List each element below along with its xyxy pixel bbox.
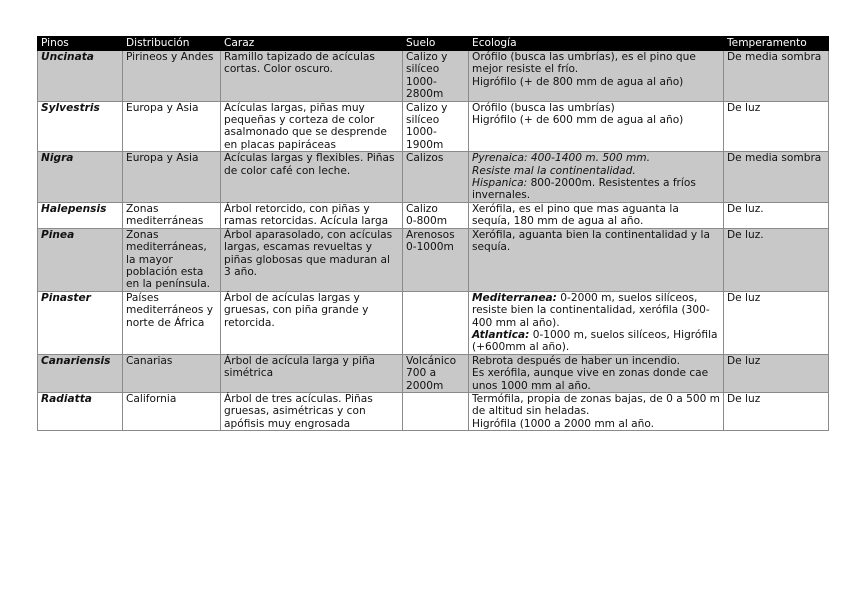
pinos-table [37, 36, 829, 431]
ecologia-line [472, 292, 720, 329]
distribucion-cell: Zonas mediterráneas, la mayor población esta en la península. [123, 228, 221, 291]
distribucion-cell: Países mediterráneos y norte de África [123, 291, 221, 354]
ecologia-cell [469, 228, 724, 291]
caraz-cell: Acículas largas y flexibles. Piñas de color café con leche. [221, 152, 403, 203]
caraz-cell: Acículas largas, piñas muy pequeñas y corteza de color asalmonado que se desprende en placas papiráceas [221, 101, 403, 152]
ecologia-cell [469, 291, 724, 354]
temperamento-cell: De luz [724, 291, 829, 354]
ecologia-text: 0-1000 m, suelos silíceos, Higrófila (+600mm al año). [472, 328, 718, 354]
suelo-cell [403, 392, 469, 430]
ecologia-label: Hispanica: [472, 177, 528, 190]
pino-name: Uncinata [38, 51, 123, 102]
header-caraz: Caraz [221, 37, 403, 51]
pino-name: Nigra [38, 152, 123, 203]
ecologia-cell [469, 392, 724, 430]
ecologia-line: Rebrota después de haber un incendio. [472, 354, 680, 367]
header-row [38, 37, 829, 51]
suelo-cell [403, 228, 469, 291]
suelo-line: Calizo [406, 202, 438, 215]
table-row [38, 291, 829, 354]
ecologia-line: Higrófilo (+ de 600 mm de agua al año) [472, 114, 684, 127]
ecologia-text: 0-2000 m, suelos silíceos, resiste bien la continentalidad, xerófila (300-400 mm al año). [472, 291, 710, 329]
ecologia-text: 800-2000m. Resistentes a fríos invernales. [472, 177, 696, 202]
ecologia-line [472, 329, 720, 354]
temperamento-cell: De luz. [724, 228, 829, 291]
temperamento-cell: De luz [724, 354, 829, 392]
ecologia-line: Resiste mal la continentalidad. [472, 164, 636, 177]
caraz-cell: Árbol de acículas largas y gruesas, con piña grande y retorcida. [221, 291, 403, 354]
ecologia-cell [469, 202, 724, 228]
suelo-cell [403, 291, 469, 354]
distribucion-cell: California [123, 392, 221, 430]
table-row [38, 392, 829, 430]
suelo-line: Arenosos [406, 228, 455, 241]
table-row [38, 152, 829, 203]
ecologia-cell [469, 152, 724, 203]
pino-name: Pinaster [38, 291, 123, 354]
header-temperamento: Temperamento [724, 37, 829, 51]
ecologia-line: Es xerófila, aunque vive en zonas donde cae unos 1000 mm al año. [472, 367, 709, 392]
suelo-line: Calizo y silíceo [406, 51, 448, 76]
distribucion-cell: Europa y Asia [123, 152, 221, 203]
pino-name: Sylvestris [38, 101, 123, 152]
suelo-line: 1000-1900m [406, 126, 444, 151]
pino-name: Pinea [38, 228, 123, 291]
suelo-cell [403, 51, 469, 102]
ecologia-line: Higrófilo (+ de 800 mm de agua al año) [472, 75, 684, 88]
pino-name: Radiatta [38, 392, 123, 430]
header-pinos: Pinos [38, 37, 123, 51]
suelo-line: 0-800m [406, 215, 448, 228]
ecologia-cell [469, 101, 724, 152]
suelo-line: 700 a 2000m [406, 367, 444, 392]
table-row [38, 51, 829, 102]
table-row [38, 354, 829, 392]
ecologia-line: Xerófila, aguanta bien la continentalidad y la sequía. [472, 228, 710, 254]
ecologia-label: Atlantica: [472, 328, 530, 341]
ecologia-line: Pyrenaica: 400-1400 m. 500 mm. [472, 152, 650, 165]
distribucion-cell: Europa y Asia [123, 101, 221, 152]
suelo-cell [403, 101, 469, 152]
ecologia-line: Higrófila (1000 a 2000 mm al año. [472, 417, 655, 430]
header-distribucion: Distribución [123, 37, 221, 51]
caraz-cell: Árbol de tres acículas. Piñas gruesas, asimétricas y con apófisis muy engrosada [221, 392, 403, 430]
pino-name: Halepensis [38, 202, 123, 228]
suelo-cell [403, 152, 469, 203]
suelo-cell [403, 354, 469, 392]
suelo-line: Calizos [406, 152, 444, 165]
ecologia-label: Mediterranea: [472, 291, 557, 304]
table-row [38, 228, 829, 291]
temperamento-cell: De media sombra [724, 152, 829, 203]
caraz-cell: Árbol retorcido, con piñas y ramas retorcidas. Acícula larga [221, 202, 403, 228]
temperamento-cell: De luz. [724, 202, 829, 228]
suelo-line: Calizo y silíceo [406, 101, 448, 127]
caraz-cell: Árbol de acícula larga y piña simétrica [221, 354, 403, 392]
suelo-line: 0-1000m [406, 241, 454, 254]
distribucion-cell: Canarias [123, 354, 221, 392]
suelo-cell [403, 202, 469, 228]
caraz-cell: Ramillo tapizado de acículas cortas. Color oscuro. [221, 51, 403, 102]
temperamento-cell: De luz [724, 101, 829, 152]
ecologia-line [472, 177, 720, 202]
ecologia-line: Termófila, propia de zonas bajas, de 0 a 500 m de altitud sin heladas. [472, 392, 720, 418]
ecologia-cell [469, 354, 724, 392]
ecologia-cell [469, 51, 724, 102]
header-ecologia: Ecología [469, 37, 724, 51]
header-suelo: Suelo [403, 37, 469, 51]
distribucion-cell: Pirineos y Andes [123, 51, 221, 102]
ecologia-line: Orófilo (busca las umbrías) [472, 101, 615, 114]
table-row [38, 101, 829, 152]
ecologia-line: Xerófila, es el pino que mas aguanta la sequía, 180 mm de agua al año. [472, 202, 679, 228]
distribucion-cell: Zonas mediterráneas [123, 202, 221, 228]
temperamento-cell: De luz [724, 392, 829, 430]
suelo-line: 1000-2800m [406, 75, 444, 101]
table-row [38, 202, 829, 228]
pino-name: Canariensis [38, 354, 123, 392]
caraz-cell: Árbol aparasolado, con acículas largas, escamas revueltas y piñas globosas que maduran al 3 año. [221, 228, 403, 291]
ecologia-line: Orófilo (busca las umbrías), es el pino que mejor resiste el frío. [472, 51, 696, 76]
temperamento-cell: De media sombra [724, 51, 829, 102]
suelo-line: Volcánico [406, 354, 457, 367]
